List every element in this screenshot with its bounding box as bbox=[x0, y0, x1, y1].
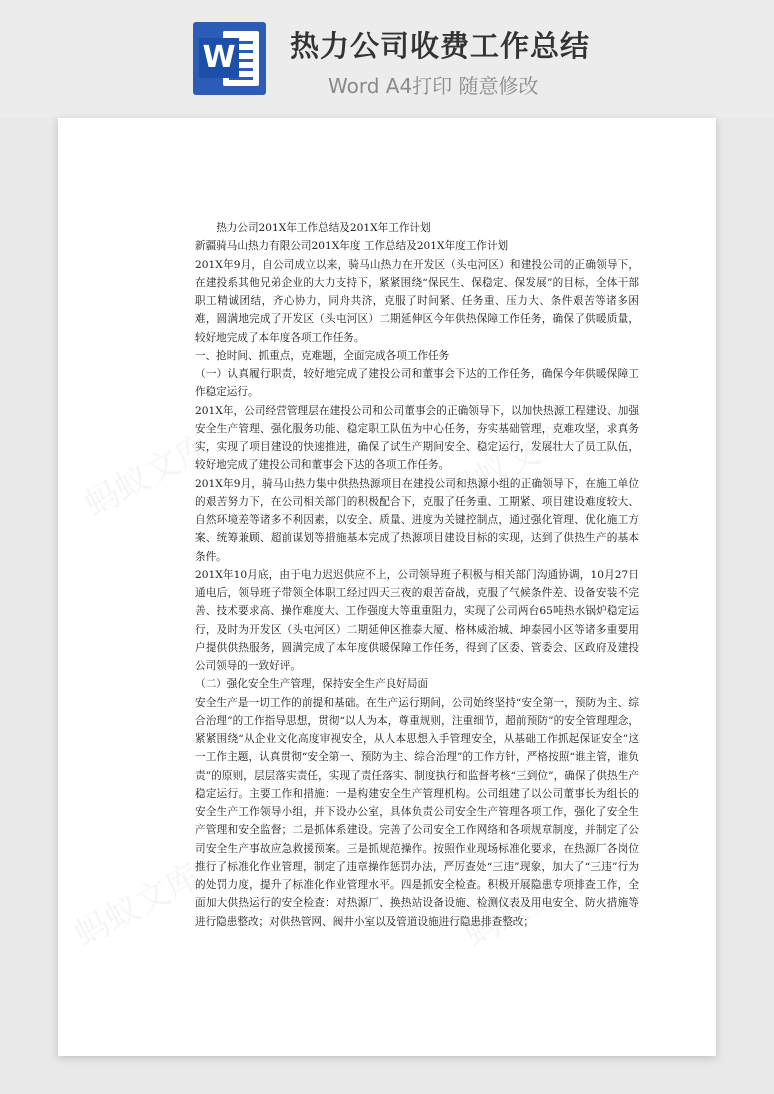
doc-paragraph: 201X年9月，骑马山热力集中供热热源项目在建投公司和热源小组的正确领导下，在施工单位的艰苦努力下，在公司相关部门的积极配合下，克服了任务重、工期紧、项目建设难度较大、自然环境差等诸多不利因素，以安全、质量、进度为关键控制点，通过强化管理、优化施工方案、统筹兼顾、超前谋划等措施基本完成了热源项目建设目标的实现，达到了供热生产的基本条件。 bbox=[195, 477, 639, 563]
header-banner bbox=[0, 0, 774, 118]
doc-paragraph: 201X年9月，自公司成立以来，骑马山热力在开发区（头屯河区）和建投公司的正确领导下，在建投系其他兄弟企业的大力支持下，紧紧围绕“保民生、保稳定、保发展”的目标，全体干部职工精诚团结，齐心协力，同舟共济，克服了时间紧、任务重、压力大、条件艰苦等诸多困难，圆满地完成了开发区（头屯河区）二期延伸区今年供热保障工作任务，确保了供暖质量，较好地完成了本年度各项工作任务。 bbox=[195, 258, 639, 344]
doc-subsection-heading: （一）认真履行职责，较好地完成了建投公司和董事会下达的工作任务，确保今年供暖保障工作稳定运行。 bbox=[195, 368, 639, 399]
word-app-icon bbox=[193, 22, 266, 95]
document-title: 热力公司收费工作总结 bbox=[290, 29, 591, 63]
document-page bbox=[58, 118, 716, 1056]
doc-paragraph: 201X年，公司经营管理层在建投公司和公司董事会的正确领导下，以加快热源工程建设、加强安全生产管理、强化服务功能、稳定职工队伍为中心任务，夯实基础管理，克难攻坚，求真务实，实现了项目建设的快速推进，确保了试生产期间安全、稳定运行，发展壮大了员工队伍，较好地完成了建投公司和董事会下达的各项工作任务。 bbox=[195, 404, 639, 472]
watermark bbox=[64, 849, 207, 956]
doc-subsection-heading: （二）强化安全生产管理，保持安全生产良好局面 bbox=[195, 678, 429, 691]
doc-paragraph: 安全生产是一切工作的前提和基础。在生产运行期间，公司始终坚持“安全第一，预防为主、综合治理”的工作指导思想，贯彻“以人为本，尊重规则，注重细节，超前预防”的安全管理理念，紧紧围绕“从企业文化高度审视安全，从人本思想入手管理安全，从基础工作抓起保证安全”这一工作主题，认真贯彻“安全第一、预防为主、综合治理”的工作方针，严格按照“谁主管，谁负责”的原则，层层落实责任，实现了责任落实、制度执行和监督考核“三到位”，确保了供热生产稳定运行。主要工作和措施：一是构建安全生产管理机构。公司组建了以公司董事长为组长的安全生产工作领导小组，并下设办公室，具体负责公司安全生产管理各项工作，强化了安全生产管理和安全监督；二是抓体系建设。完善了公司安全工作网络和各项规章制度，并制定了公司安全生产事故应急救援预案。三是抓规范操作。按照作业现场标准化要求，在热源厂各岗位推行了标准化作业管理，制定了违章操作惩罚办法，严厉查处“三违”现象，加大了“三违”行为的处罚力度，提升了标准化作业管理水平。四是抓安全检查。积极开展隐患专项排查工作，全面加大供热运行的安全检查：对热源厂、换热站设备设施、检测仪表及用电安全、防火措施等进行隐患整改；对供热管网、阀井小室以及管道设施进行隐患排查整改； bbox=[195, 696, 639, 928]
doc-subheading: 新疆骑马山热力有限公司201X年度 工作总结及201X年度工作计划 bbox=[195, 240, 509, 253]
doc-section-heading: 一、抢时间、抓重点，克难题，全面完成各项工作任务 bbox=[195, 349, 450, 362]
doc-paragraph: 201X年10月底，由于电力迟迟供应不上，公司领导班子积极与相关部门沟通协调，10月27日通电后，领导班子带领全体职工经过四天三夜的艰苦奋战，克服了气候条件差、设备安装不完善、技术要求高、操作难度大、工作强度大等重重阻力，实现了公司两台65吨热水锅炉稳定运行，及时为开发区（头屯河区）二期延伸区推泰大厦、格林威治城、坤泰园小区等诸多重要用户提供供热服务，圆满完成了本年度供暖保障工作任务，得到了区委、管委会、区政府及建投公司领导的一致好评。 bbox=[195, 568, 639, 672]
document-subtitle: Word A4打印 随意修改 bbox=[328, 74, 539, 98]
doc-heading: 热力公司201X年工作总结及201X年工作计划 bbox=[216, 222, 431, 234]
word-letter-logo: W bbox=[199, 38, 239, 78]
document-body bbox=[195, 219, 639, 931]
